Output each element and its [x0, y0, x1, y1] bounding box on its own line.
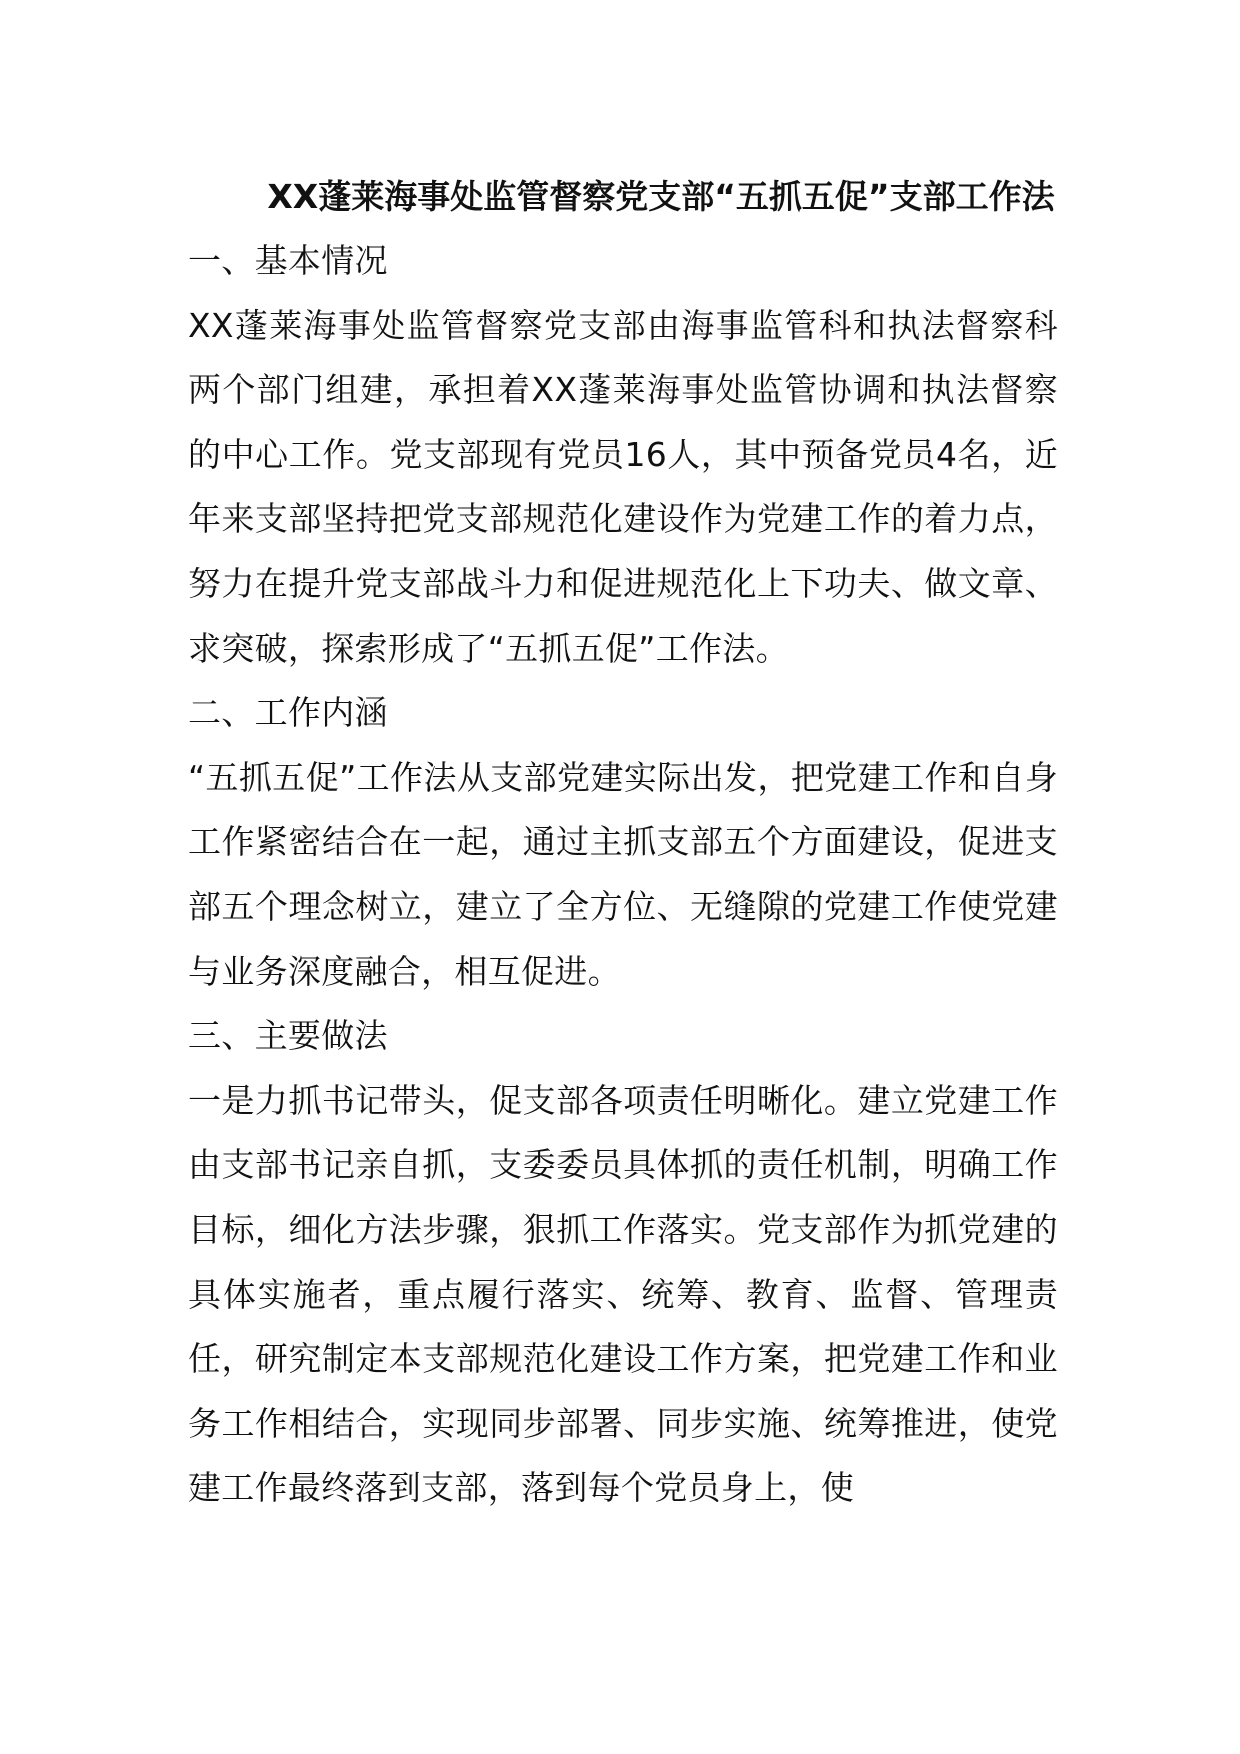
section-heading-main-practices: 三、主要做法	[188, 1016, 388, 1056]
section-paragraph-work-connotation: “五抓五促”工作法从支部党建实际出发，把党建工作和自身工作紧密结合在一起，通过主抓支部五个方面建设，促进支部五个理念树立，建立了全方位、无缝隙的党建工作使党建与业务深度融合，相互促进。	[188, 757, 1058, 991]
section-paragraph-main-practices: 一是力抓书记带头，促支部各项责任明晰化。建立党建工作由支部书记亲自抓，支委委员具体抓的责任机制，明确工作目标，细化方法步骤，狠抓工作落实。党支部作为抓党建的具体实施者，重点履行落实、统筹、教育、监督、管理责任，研究制定本支部规范化建设工作方案，把党建工作和业务工作相结合，实现同步部署、同步实施、统筹推进，使党建工作最终落到支部，落到每个党员身上，使	[188, 1080, 1058, 1508]
section-heading-work-connotation: 二、工作内涵	[188, 693, 388, 733]
document-title: XX蓬莱海事处监管督察党支部“五抓五促”支部工作法	[267, 177, 1055, 216]
document-body	[188, 165, 1058, 1521]
section-paragraph-basic-situation: XX蓬莱海事处监管督察党支部由海事监管科和执法督察科两个部门组建，承担着XX蓬莱海事处监管协调和执法督察的中心工作。党支部现有党员16人，其中预备党员4名，近年来支部坚持把党支部规范化建设作为党建工作的着力点，努力在提升党支部战斗力和促进规范化上下功夫、做文章、求突破，探索形成了“五抓五促”工作法。	[188, 305, 1058, 668]
section-heading-basic-situation: 一、基本情况	[188, 241, 388, 280]
